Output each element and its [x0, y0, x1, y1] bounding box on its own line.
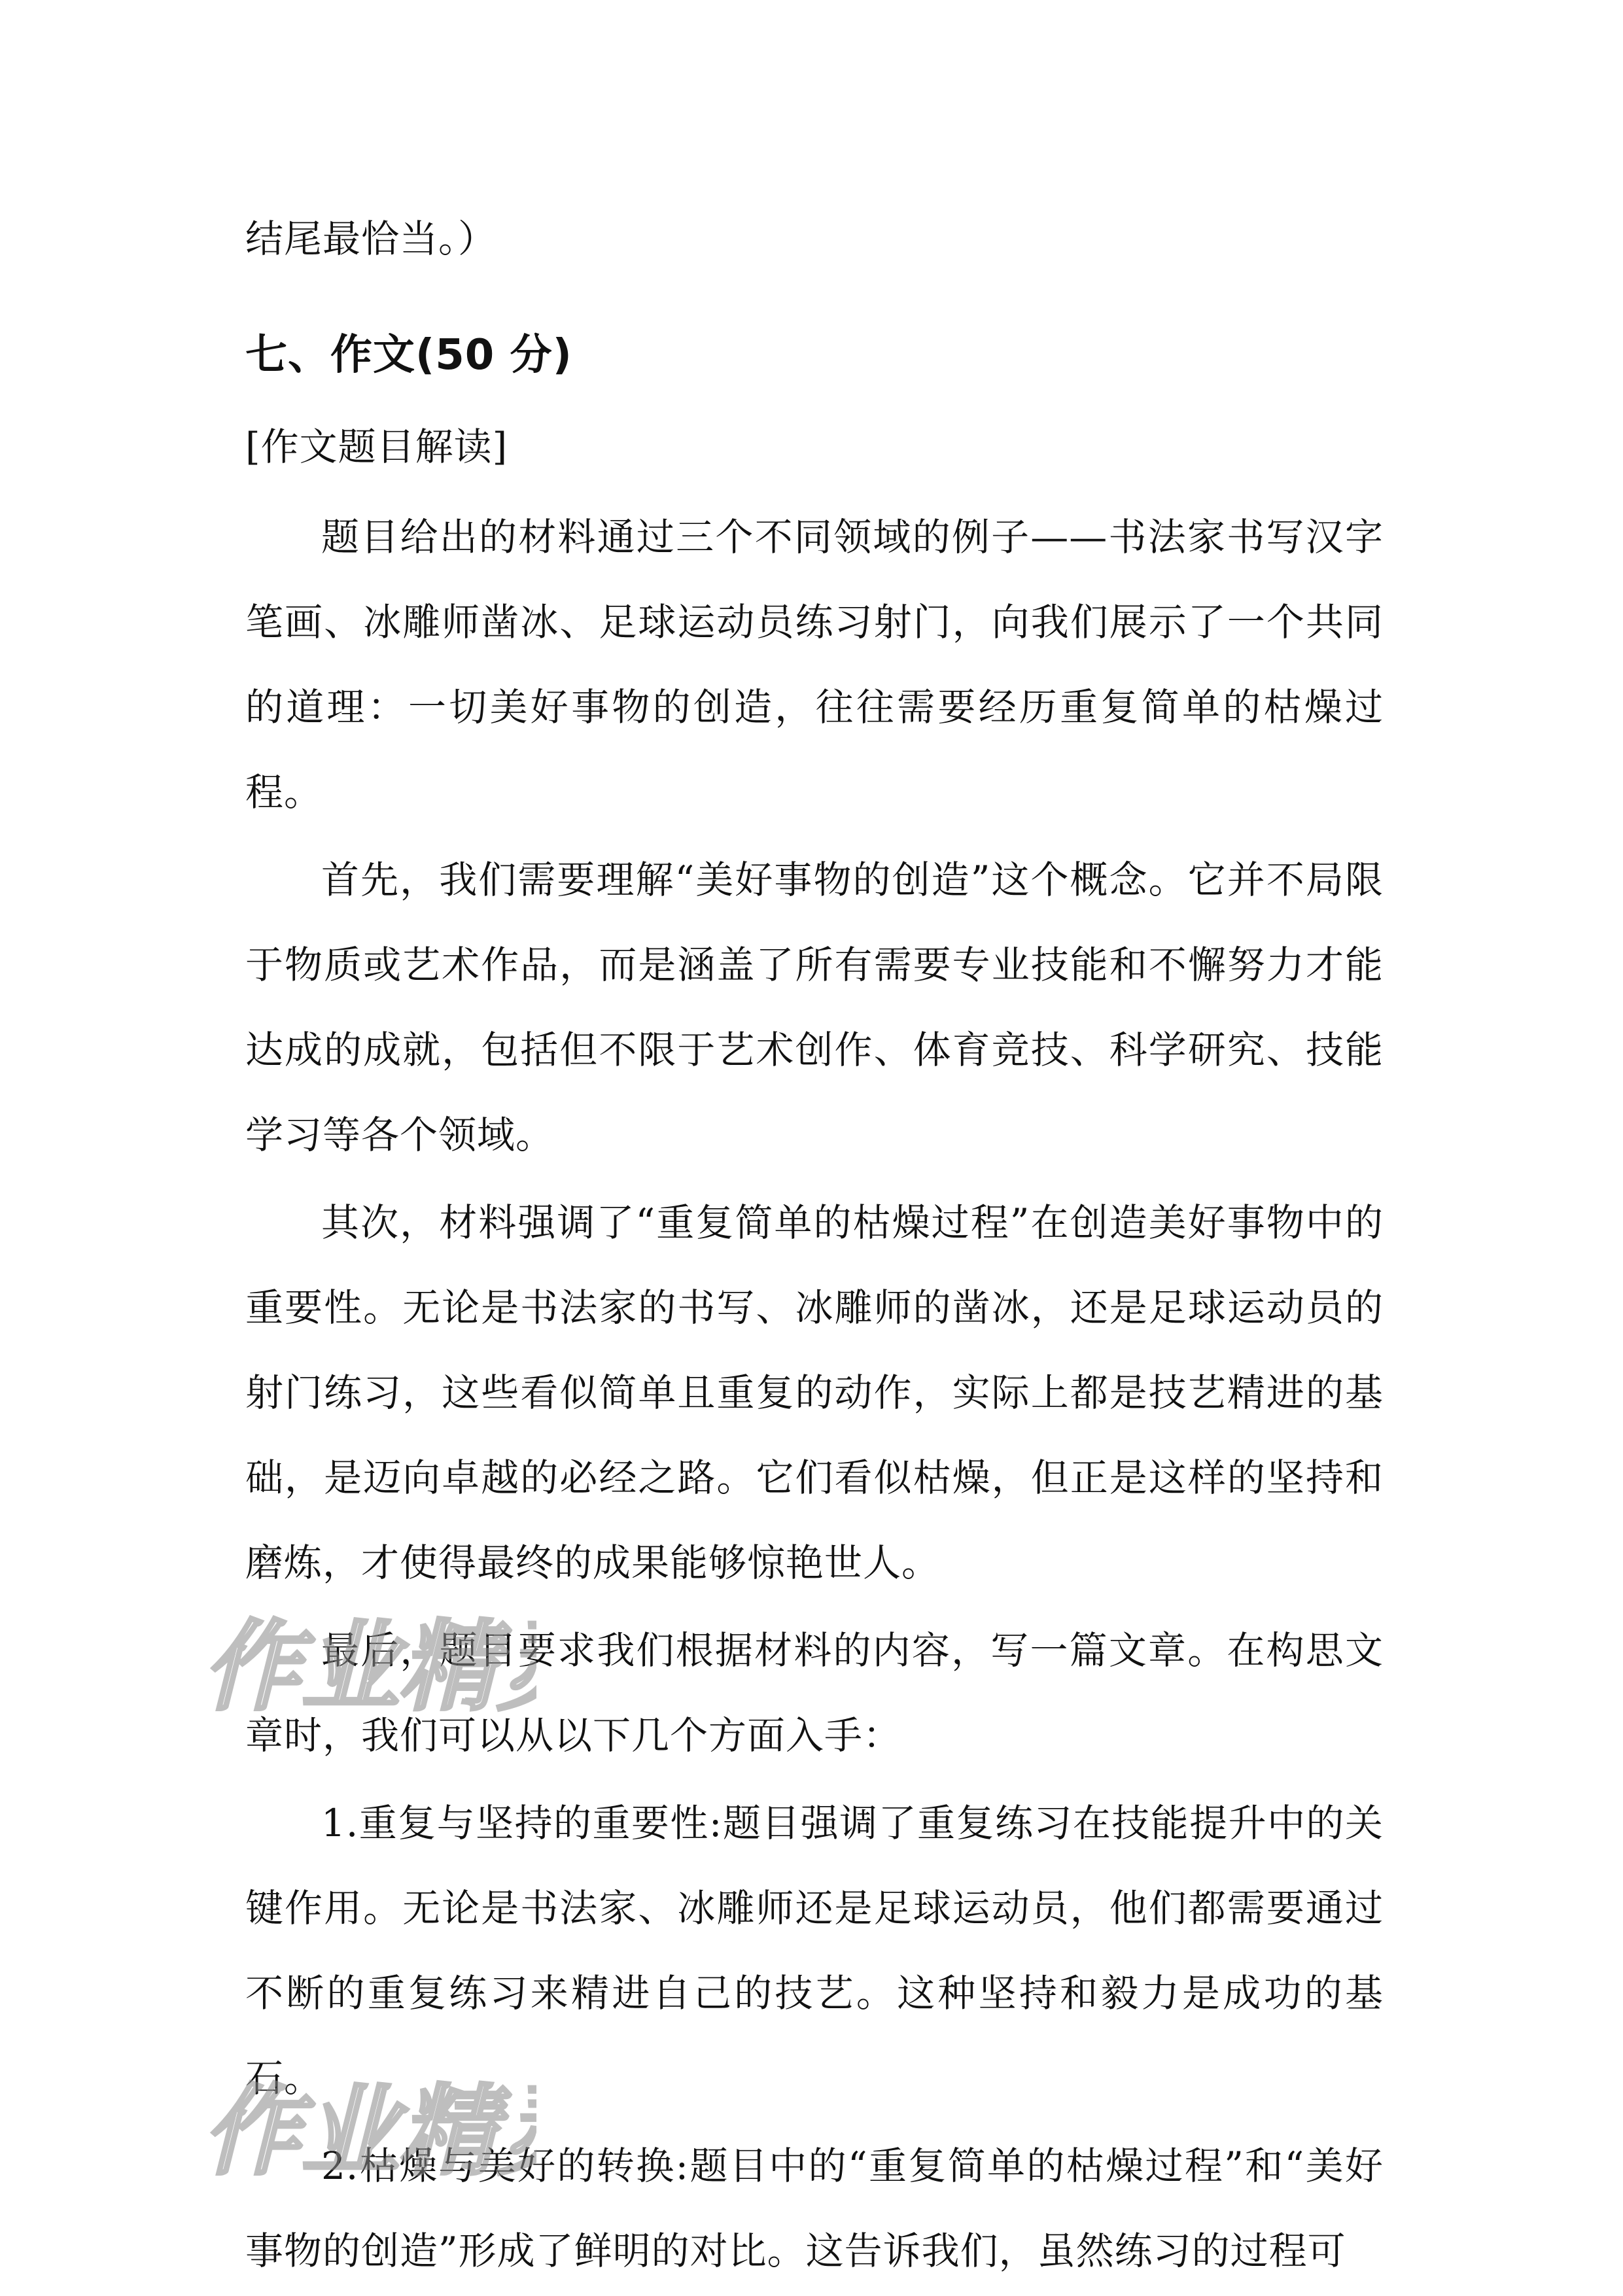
paragraph: 首先，我们需要理解“美好事物的创造”这个概念。它并不局限于物质或艺术作品，而是涵盖了所有需要专业技能和不懈努力才能达成的成就，包括但不限于艺术创作、体育竞技、科学研究、技能学习等各个领域。	[245, 858, 1384, 1157]
watermark-text: 作业精	[203, 2075, 498, 2189]
section-heading: 七、作文(50 分)	[245, 331, 572, 379]
paragraph: 1.重复与坚持的重要性:题目强调了重复练习在技能提升中的关键作用。无论是书法家、冰雕师还是足球运动员，他们都需要通过不断的重复练习来精进自己的技艺。这种坚持和毅力是成功的基石。	[245, 1801, 1384, 2100]
paragraph: 2.枯燥与美好的转换:题目中的“重复简单的枯燥过程”和“美好事物的创造”形成了鲜明的对比。这告诉我们，虽然练习的过程可	[245, 2144, 1384, 2273]
paragraph: 最后，题目要求我们根据材料的内容，写一篇文章。在构思文章时，我们可以从以下几个方面入手：	[245, 1628, 1384, 1758]
subheading: [作文题目解读]	[245, 425, 508, 469]
watermark-text: 作业精	[203, 1610, 498, 1724]
document-body	[245, 196, 1384, 2296]
paragraph: 其次，材料强调了“重复简单的枯燥过程”在创造美好事物中的重要性。无论是书法家的书写、冰雕师的凿冰，还是足球运动员的射门练习，这些看似简单且重复的动作，实际上都是技艺精进的基础，是迈向卓越的必经之路。它们看似枯燥，但正是这样的坚持和磨炼，才使得最终的成果能够惊艳世人。	[245, 1200, 1384, 1585]
continuation-text: 结尾最恰当。）	[245, 217, 497, 261]
paragraph: 题目给出的材料通过三个不同领域的例子——书法家书写汉字笔画、冰雕师凿冰、足球运动员练习射门，向我们展示了一个共同的道理：一切美好事物的创造，往往需要经历重复简单的枯燥过程。	[245, 515, 1384, 814]
